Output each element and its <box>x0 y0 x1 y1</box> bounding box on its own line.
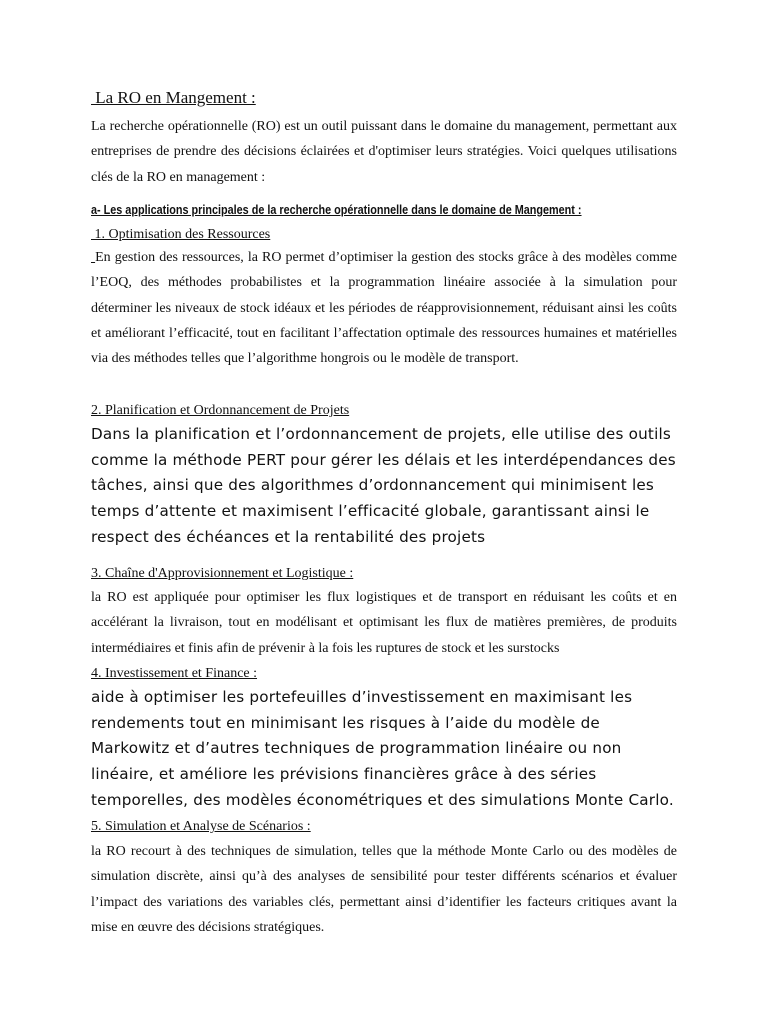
section-1-text: En gestion des ressources, la RO permet d’optimiser la gestion des stocks grâce à des modèles comme l’EOQ, des méthodes probabilistes et la programmation linéaire associée à la simulation pour déterminer les niveaux de stock idéaux et les périodes de réapprovisionnement, réduisant ainsi les coûts et améliorant l’efficacité, tout en facilitant l’affectation optimale des ressources humaines et matérielles via des méthodes telles que l’algorithme hongrois ou le modèle de transport. <box>91 250 677 367</box>
applications-subheading: a- Les applications principales de la recherche opérationnelle dans le domaine de Mangement : <box>91 203 582 217</box>
section-2-text: Dans la planification et l’ordonnancement de projets, elle utilise des outils comme la méthode PERT pour gérer les délais et les interdépendances des tâches, ainsi que des algorithmes d’ordonnancement qui minimisent les temps d’attente et maximisent l’efficacité globale, garantissant ainsi le respect des échéances et la rentabilité des projets <box>91 425 676 546</box>
section-5-heading: 5. Simulation et Analyse de Scénarios : <box>91 819 311 834</box>
section-2-body <box>91 422 677 551</box>
section-4-body: aide à optimiser les portefeuilles d’investissement en maximisant les rendements tout en minimisant les risques à l’aide du modèle de Markowitz et d’autres techniques de programmation linéaire ou non linéaire, et améliore les prévisions financières grâce à des séries temporelles, des modèles économétriques et des simulations Monte Carlo. <box>91 688 674 809</box>
section-3-body: la RO est appliquée pour optimiser les flux logistiques et de transport en réduisant les coûts et en accélérant la livraison, tout en modélisant et optimisant les flux de matières premières, de produits intermédiaires et finis afin de prévenir à la fois les ruptures de stock et les surstocks <box>91 590 677 656</box>
section-1-body <box>91 245 677 371</box>
section-3-heading: 3. Chaîne d'Approvisionnement et Logistique : <box>91 566 354 581</box>
document-title: La RO en Mangement : <box>91 88 256 107</box>
section-4-heading: 4. Investissement et Finance : <box>91 666 258 681</box>
section-1-heading: 1. Optimisation des Ressources <box>91 227 271 242</box>
section-5-body: la RO recourt à des techniques de simulation, telles que la méthode Monte Carlo ou des modèles de simulation discrète, ainsi qu’à des analyses de sensibilité pour tester différents scénarios et évaluer l’impact des variations des variables clés, permettant ainsi d’identifier les facteurs critiques avant la mise en œuvre des décisions stratégiques. <box>91 844 677 935</box>
section-2-heading: 2. Planification et Ordonnancement de Projets <box>91 403 350 418</box>
intro-paragraph: La recherche opérationnelle (RO) est un outil puissant dans le domaine du management, permettant aux entreprises de prendre des décisions éclairées et d'optimiser leurs stratégies. Voici quelques utilisations clés de la RO en management : <box>91 119 677 185</box>
